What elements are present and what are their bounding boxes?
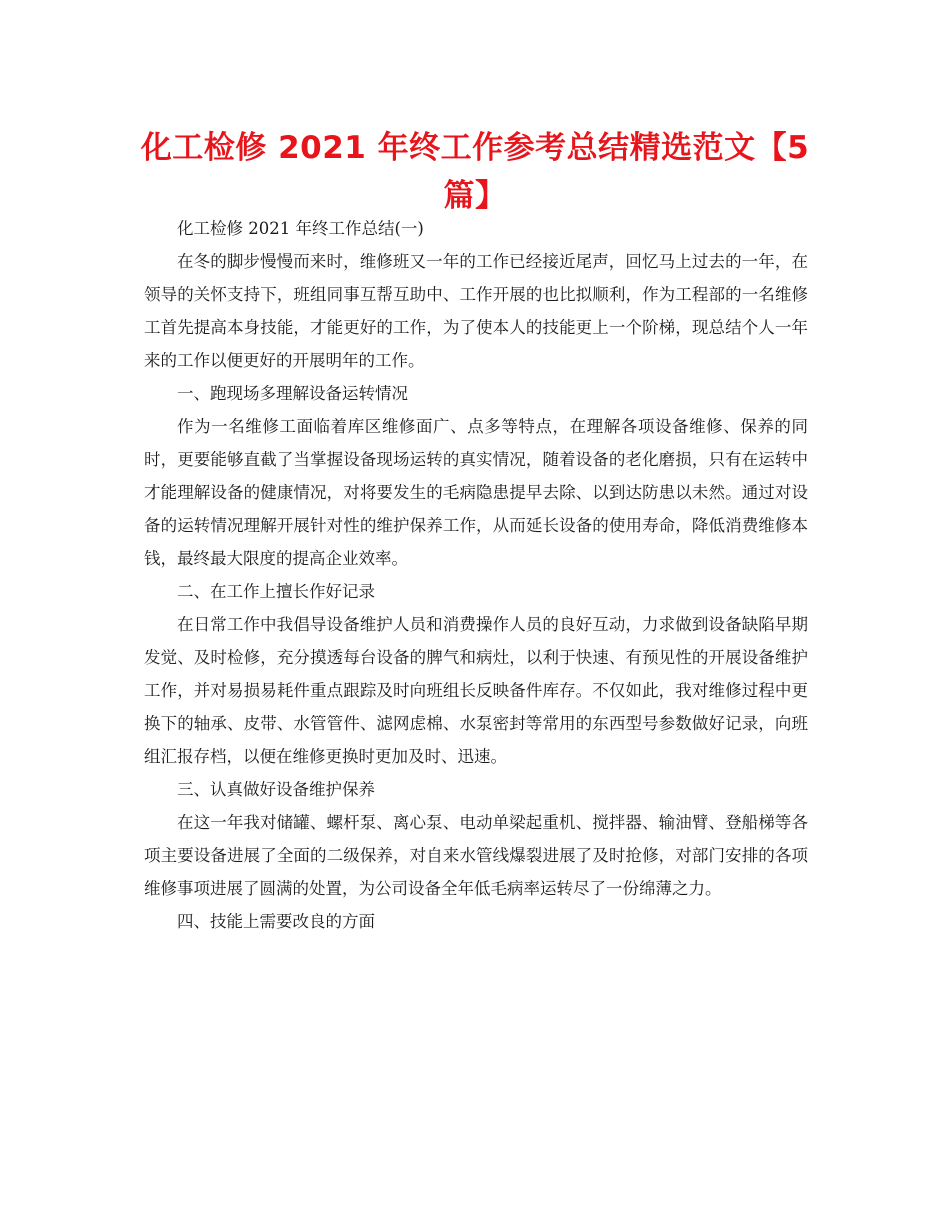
section-heading: 一、跑现场多理解设备运转情况 [177, 384, 408, 403]
body-paragraph: 在这一年我对储罐、螺杆泵、离心泵、电动单梁起重机、搅拌器、输油臂、登船梯等各项主要设备进展了全面的二级保养，对自来水管线爆裂进展了及时抢修，对部门安排的各项维修事项进展了圆满的处置，为公司设备全年低毛病率运转尽了一份绵薄之力。 [144, 813, 808, 898]
document-body [144, 212, 808, 938]
body-paragraph: 作为一名维修工面临着库区维修面广、点多等特点，在理解各项设备维修、保养的同时，更要能够直截了当掌握设备现场运转的真实情况，随着设备的老化磨损，只有在运转中才能理解设备的健康情况，对将要发生的毛病隐患提早去除、以到达防患以未然。通过对设备的运转情况理解开展针对性的维护保养工作，从而延长设备的使用寿命，降低消费维修本钱，最终最大限度的提高企业效率。 [144, 417, 808, 568]
section-heading: 化工检修 2021 年终工作总结(一) [177, 219, 424, 238]
document-title: 化工检修 2021 年终工作参考总结精选范文【5篇】 [140, 130, 810, 214]
body-paragraph: 在日常工作中我倡导设备维护人员和消费操作人员的良好互动，力求做到设备缺陷早期发觉、及时检修，充分摸透每台设备的脾气和病灶，以利于快速、有预见性的开展设备维护工作，并对易损易耗件重点跟踪及时向班组长反映备件库存。不仅如此，我对维修过程中更换下的轴承、皮带、水管管件、滤网虑棉、水泵密封等常用的东西型号参数做好记录，向班组汇报存档，以便在维修更换时更加及时、迅速。 [144, 615, 808, 766]
section-heading: 三、认真做好设备维护保养 [177, 780, 375, 799]
section-heading: 二、在工作上擅长作好记录 [177, 582, 375, 601]
section-heading: 四、技能上需要改良的方面 [177, 912, 375, 931]
body-paragraph: 在冬的脚步慢慢而来时，维修班又一年的工作已经接近尾声，回忆马上过去的一年，在领导的关怀支持下，班组同事互帮互助中、工作开展的也比拟顺利，作为工程部的一名维修工首先提高本身技能，才能更好的工作，为了使本人的技能更上一个阶梯，现总结个人一年来的工作以便更好的开展明年的工作。 [144, 252, 808, 370]
